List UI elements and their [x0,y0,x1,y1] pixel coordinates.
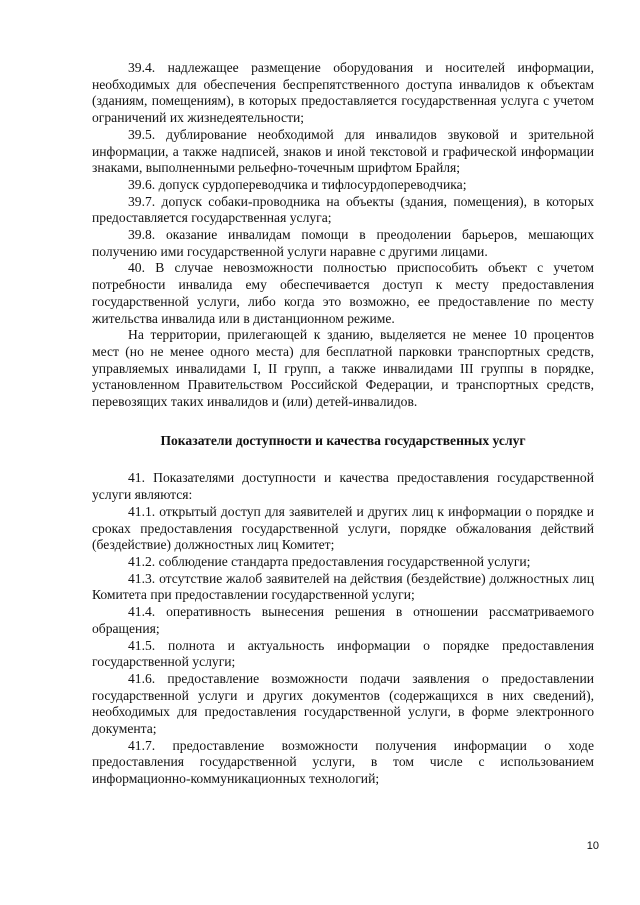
paragraph-39-8: 39.8. оказание инвалидам помощи в преодолении барьеров, мешающих получению ими государственной услуги наравне с другими лицами. [92,227,594,259]
paragraph-41-4: 41.4. оперативность вынесения решения в отношении рассматриваемого обращения; [92,604,594,636]
paragraph-41-6: 41.6. предоставление возможности подачи заявления о предоставлении государственной услуги и других документов (содержащихся в них сведений), необходимых для предоставления государственной услуги, в форме электронного документа; [92,670,594,737]
paragraph-39-7: 39.7. допуск собаки-проводника на объекты (здания, помещения), в которых предоставляется государственная услуга; [92,193,594,226]
paragraph-39-5: 39.5. дублирование необходимой для инвалидов звуковой и зрительной информации, а также надписей, знаков и иной текстовой и графической информации знаками, выполненными рельефно-точечным шрифтом Брайля; [92,126,594,176]
paragraph-41: 41. Показателями доступности и качества предоставления государственной услуги являются: [92,470,594,503]
paragraph-39-6: 39.6. допуск сурдопереводчика и тифлосурдопереводчика; [128,176,467,192]
spacer [92,411,594,433]
paragraph-41-3: 41.3. отсутствие жалоб заявителей на действия (бездействие) должностных лиц Комитета при предоставлении государственной услуги; [92,570,594,603]
paragraph-41-5: 41.5. полнота и актуальность информации о порядке предоставления государственной услуги; [92,637,594,670]
paragraph-41-1: 41.1. открытый доступ для заявителей и других лиц к информации о порядке и сроках предоставления государственной услуги, порядке обжалования действий (бездействие) должностных лиц Комитет; [92,503,594,553]
paragraph-39-4: 39.4. надлежащее размещение оборудования и носителей информации, необходимых для обеспечения беспрепятственного доступа инвалидов к объектам (зданиям, помещениям), в которых предоставляется государственная услуга с учетом ограничений их жизнедеятельности; [92,60,594,126]
paragraph-parking: На территории, прилегающей к зданию, выделяется не менее 10 процентов мест (но не менее одного места) для бесплатной парковки транспортных средств, управляемых инвалидами I, II групп, а также инвалидами III группы в порядке, установленном Правительством Российской Федерации, и транспортных средств, перевозящих таких инвалидов и (или) детей-инвалидов. [92,327,594,410]
paragraph-41-2: 41.2. соблюдение стандарта предоставления государственной услуги; [128,553,531,569]
spacer [92,449,594,470]
document-page [92,60,594,788]
paragraph-40: 40. В случае невозможности полностью приспособить объект с учетом потребности инвалида ему обеспечивается доступ к месту предоставления государственной услуги, либо когда это возможно, ее предоставление по месту жительства инвалида или в дистанционном режиме. [92,260,594,326]
page-number: 10 [586,840,599,852]
section-heading: Показатели доступности и качества государственных услуг [160,432,526,448]
paragraph-41-7: 41.7. предоставление возможности получения информации о ходе предоставления государственной услуги, в том числе с использованием информационно-коммуникационных технологий; [92,737,594,787]
